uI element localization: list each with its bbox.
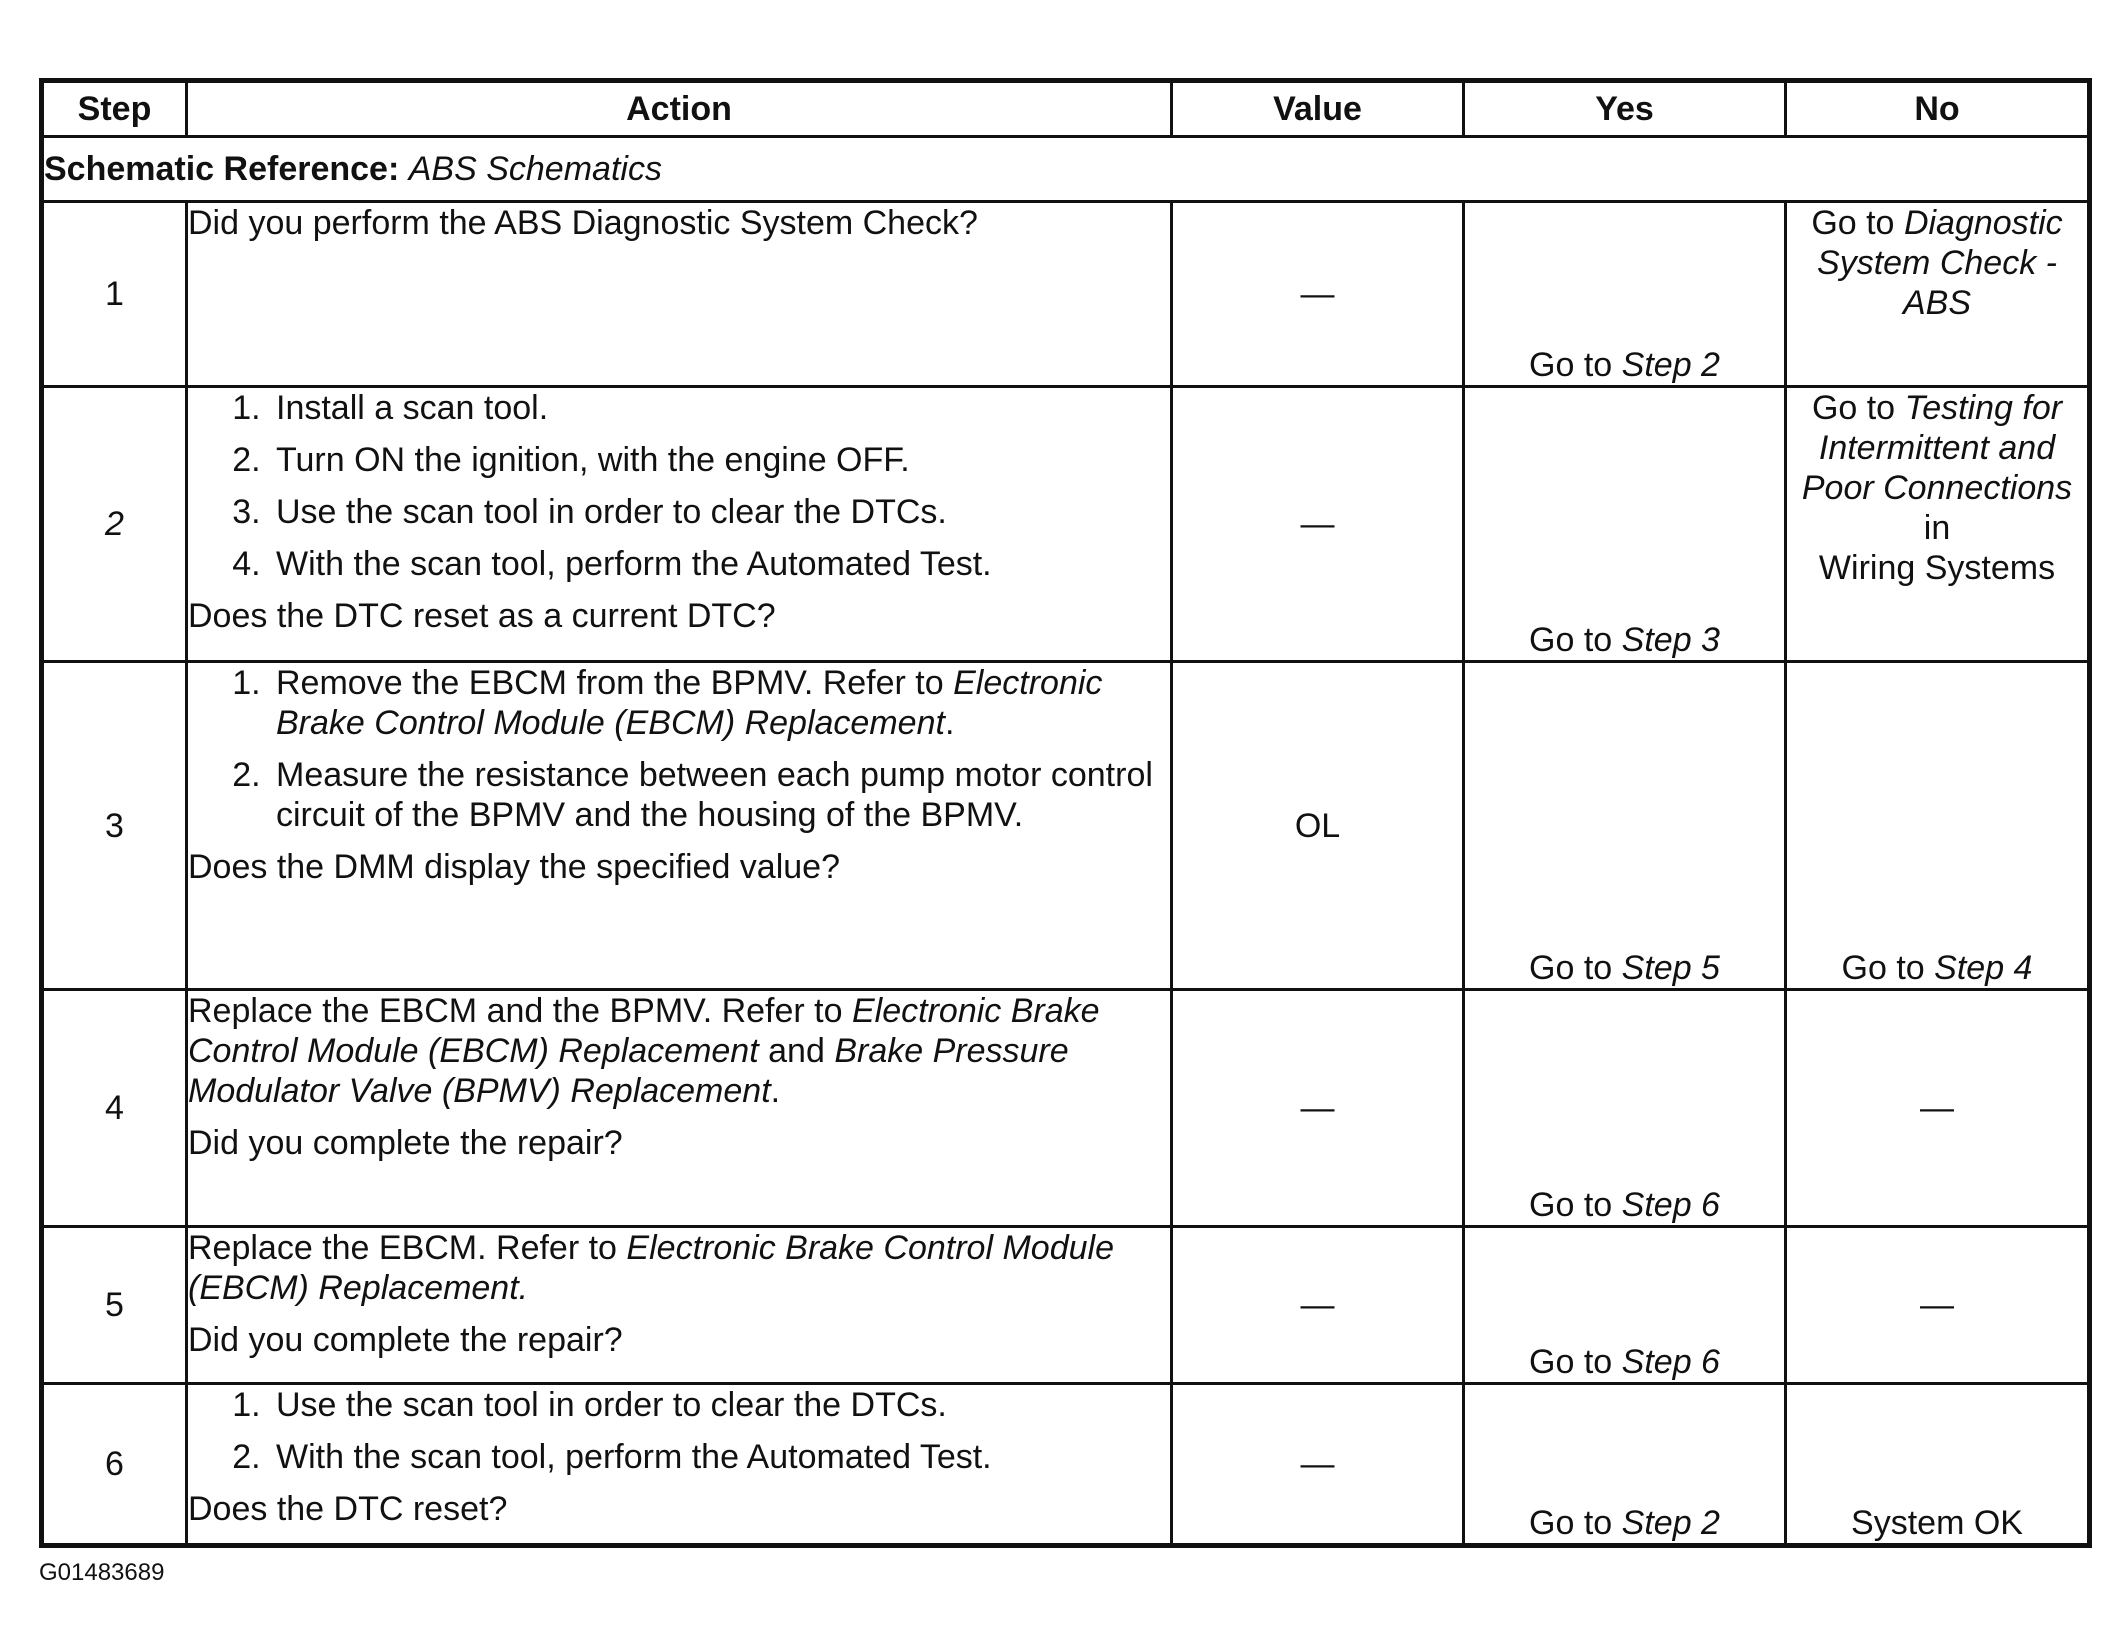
yes-cell — [1464, 1384, 1786, 1546]
action-text: Replace the EBCM. Refer to — [188, 1229, 617, 1267]
yes-cell — [1464, 387, 1786, 662]
action-and: and — [768, 1032, 825, 1070]
no-cell: — — [1786, 990, 2090, 1227]
header-value: Value — [1172, 81, 1464, 137]
header-no: No — [1786, 81, 2090, 137]
value-cell: — — [1172, 1384, 1464, 1546]
yes-cell — [1464, 662, 1786, 990]
no-link[interactable]: Testing for Intermittent and Poor Connections — [1801, 389, 2073, 507]
action-paragraph: Replace the EBCM and the BPMV. Refer to Electronic Brake Control Module (EBCM) Replacement and Brake Pressure Modulator Valve (BPMV) Replacement. — [188, 992, 1100, 1110]
table-row — [42, 662, 2090, 990]
yes-step-link[interactable]: Step 3 — [1621, 621, 1720, 659]
yes-text: Go to — [1529, 621, 1613, 659]
yes-step-link[interactable]: Step 5 — [1621, 949, 1720, 987]
step-number: 4 — [42, 990, 187, 1227]
action-step: 3. Use the scan tool in order to clear the DTCs. — [270, 492, 1170, 532]
action-question: Did you perform the ABS Diagnostic System Check? — [188, 204, 978, 242]
action-cell — [187, 202, 1172, 387]
action-cell — [187, 1384, 1172, 1546]
table-row — [42, 1227, 2090, 1384]
value-cell: OL — [1172, 662, 1464, 990]
no-tail-text: Wiring Systems — [1818, 549, 2056, 587]
yes-cell — [1464, 1227, 1786, 1384]
schematic-reference-row — [42, 137, 2090, 202]
header-yes: Yes — [1464, 81, 1786, 137]
action-steps-list — [188, 388, 1170, 584]
step-number: 2 — [42, 387, 187, 662]
action-link[interactable]: Electronic Brake Control Module (EBCM) Replacement — [188, 992, 1100, 1070]
value-cell: — — [1172, 202, 1464, 387]
action-question: Did you complete the repair? — [188, 1321, 623, 1359]
table-row — [42, 1384, 2090, 1546]
action-text: Replace the EBCM and the BPMV. Refer to — [188, 992, 843, 1030]
yes-text: Go to — [1529, 949, 1613, 987]
diagnostic-table — [39, 78, 2092, 1548]
value-cell: — — [1172, 1227, 1464, 1384]
action-steps-list — [188, 663, 1170, 835]
no-cell — [1786, 662, 2090, 990]
no-step-link[interactable]: Step 4 — [1934, 949, 2033, 987]
yes-step-link[interactable]: Step 6 — [1621, 1186, 1720, 1224]
no-text: Go to — [1811, 389, 1896, 427]
no-link[interactable]: Diagnostic System Check - ABS — [1817, 204, 2063, 322]
action-step: 1. Use the scan tool in order to clear the DTCs. — [270, 1385, 1170, 1425]
table-row — [42, 202, 2090, 387]
action-cell — [187, 387, 1172, 662]
value-cell: — — [1172, 387, 1464, 662]
header-action: Action — [187, 81, 1172, 137]
action-question: Did you complete the repair? — [188, 1124, 623, 1162]
step-number: 5 — [42, 1227, 187, 1384]
action-question: Does the DTC reset? — [188, 1490, 508, 1528]
action-link[interactable]: Brake Pressure Modulator Valve (BPMV) Replacement — [188, 1032, 1069, 1110]
table-row — [42, 990, 2090, 1227]
no-in-text: in — [1923, 509, 1951, 547]
yes-cell — [1464, 990, 1786, 1227]
action-step: 2. With the scan tool, perform the Automated Test. — [270, 1437, 1170, 1477]
table-row — [42, 387, 2090, 662]
yes-step-link[interactable]: Step 2 — [1621, 346, 1720, 384]
action-step: 2. Turn ON the ignition, with the engine OFF. — [270, 440, 1170, 480]
no-text: Go to — [1841, 949, 1925, 987]
header-row — [42, 81, 2090, 137]
schematic-reference — [42, 137, 2090, 202]
action-question: Does the DMM display the specified value? — [188, 848, 840, 886]
step-number: 3 — [42, 662, 187, 990]
yes-text: Go to — [1529, 1504, 1613, 1542]
action-step-link[interactable]: Electronic Brake Control Module (EBCM) Replacement — [276, 664, 1103, 742]
action-cell — [187, 990, 1172, 1227]
no-cell: — — [1786, 1227, 2090, 1384]
schematic-reference-link[interactable]: ABS Schematics — [408, 150, 662, 188]
yes-text: Go to — [1529, 346, 1613, 384]
no-cell — [1786, 202, 2090, 387]
action-step: 4. With the scan tool, perform the Automated Test. — [270, 544, 1170, 584]
no-text: Go to — [1811, 204, 1895, 242]
action-step-text: Remove the EBCM from the BPMV. Refer to — [276, 664, 944, 702]
value-cell: — — [1172, 990, 1464, 1227]
schematic-reference-label: Schematic Reference: — [44, 150, 400, 188]
action-cell — [187, 1227, 1172, 1384]
no-cell — [1786, 387, 2090, 662]
no-cell: System OK — [1786, 1384, 2090, 1546]
figure-id: G01483689 — [39, 1559, 165, 1586]
step-number: 6 — [42, 1384, 187, 1546]
step-number: 1 — [42, 202, 187, 387]
action-steps-list — [188, 1385, 1170, 1477]
action-paragraph — [188, 1228, 1170, 1308]
yes-cell — [1464, 202, 1786, 387]
action-question: Does the DTC reset as a current DTC? — [188, 597, 776, 635]
action-step: 2. Measure the resistance between each pump motor control circuit of the BPMV and the housing of the BPMV. — [270, 755, 1170, 835]
action-cell — [187, 662, 1172, 990]
action-step: 1. Install a scan tool. — [270, 388, 1170, 428]
yes-step-link[interactable]: Step 2 — [1621, 1504, 1720, 1542]
header-step: Step — [42, 81, 187, 137]
action-link[interactable]: Electronic Brake Control Module (EBCM) Replacement. — [188, 1229, 1114, 1307]
yes-step-link[interactable]: Step 6 — [1621, 1343, 1720, 1381]
yes-text: Go to — [1529, 1343, 1613, 1381]
yes-text: Go to — [1529, 1186, 1613, 1224]
action-step: 1. Remove the EBCM from the BPMV. Refer to Electronic Brake Control Module (EBCM) Replacement. — [270, 663, 1170, 743]
